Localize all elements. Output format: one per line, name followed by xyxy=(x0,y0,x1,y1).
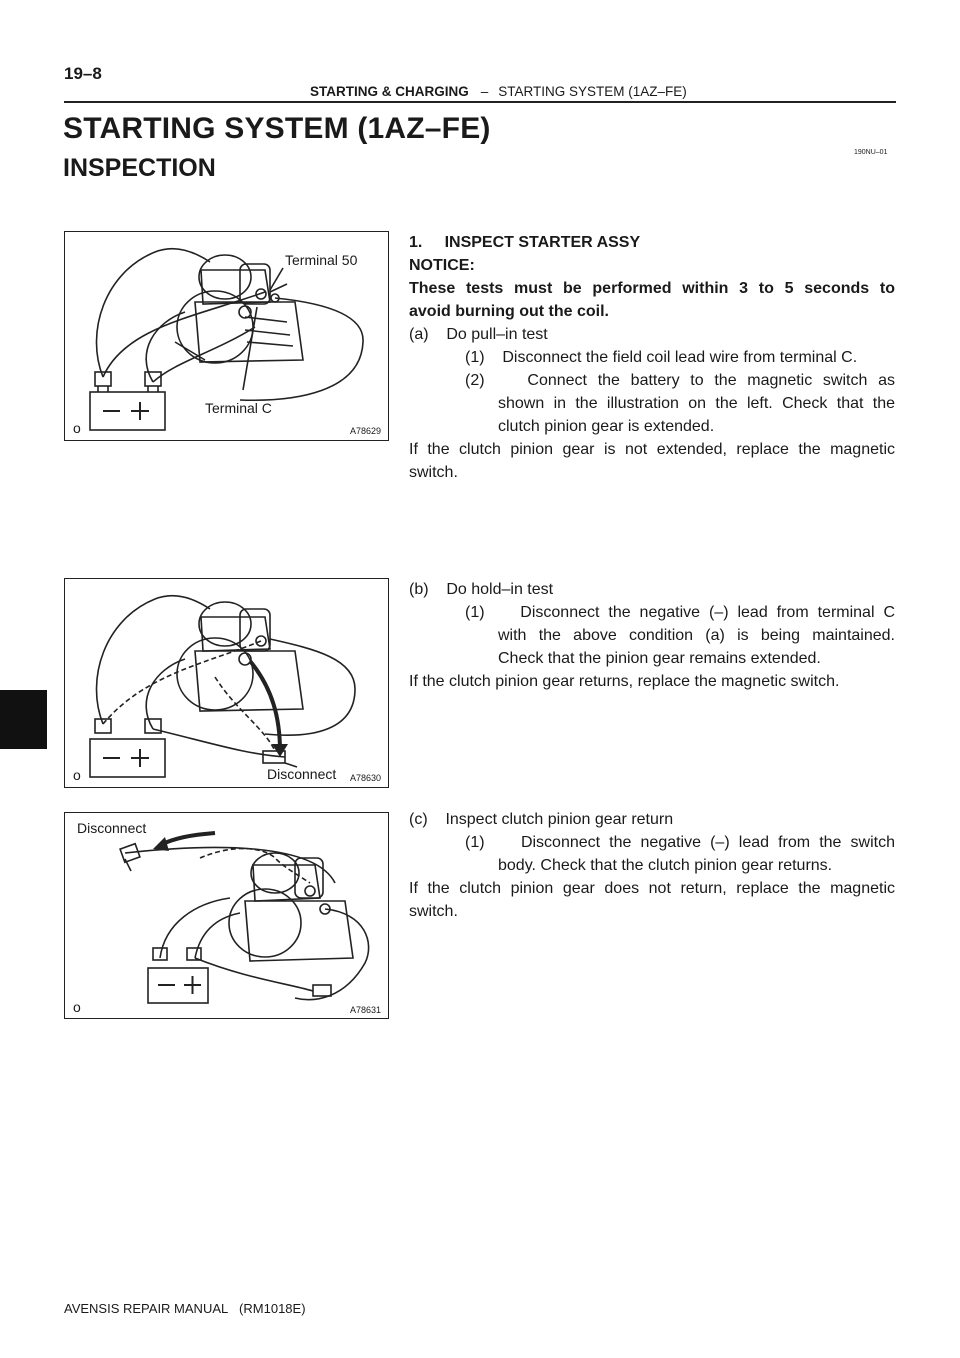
label-terminal-c: Terminal C xyxy=(205,400,272,416)
header-subsection: STARTING SYSTEM (1AZ–FE) xyxy=(498,84,687,99)
step-a-item-2-line-1: (2) Connect the battery to the magnetic switch as xyxy=(465,372,895,389)
figure-id: A78630 xyxy=(350,773,382,783)
step-c-item-1-line-2: body. Check that the clutch pinion gear returns. xyxy=(498,857,833,874)
label-terminal-50: Terminal 50 xyxy=(285,252,358,268)
figure-pull-in-test xyxy=(64,231,389,441)
notice-line-2: avoid burning out the coil. xyxy=(409,303,609,320)
figure-mark: o xyxy=(73,767,81,783)
page-number: 19–8 xyxy=(64,64,102,83)
step-a-item-2-line-2: shown in the illustration on the left. Check that the xyxy=(498,395,895,412)
header-rule xyxy=(64,101,896,103)
label-disconnect: Disconnect xyxy=(77,820,147,836)
figure-id: A78631 xyxy=(350,1005,382,1015)
section-subtitle: INSPECTION xyxy=(63,154,216,182)
figure-mark: o xyxy=(73,420,81,436)
section-side-tab xyxy=(0,690,47,749)
step-a-result-line-2: switch. xyxy=(409,464,458,481)
figure-id: A78629 xyxy=(350,426,382,436)
step-a-item-1: (1) Disconnect the field coil lead wire from terminal C. xyxy=(465,349,858,366)
figure-pinion-gear-return xyxy=(64,812,389,1019)
step-c-result-line-1: If the clutch pinion gear does not return, replace the magnetic xyxy=(409,880,895,897)
footer-manual-title: AVENSIS REPAIR MANUAL (RM1018E) xyxy=(64,1301,306,1316)
header-separator: – xyxy=(480,84,489,99)
notice-label: NOTICE: xyxy=(409,257,475,274)
document-id: 190NU–01 xyxy=(854,149,888,156)
step-b-heading: (b) Do hold–in test xyxy=(409,581,554,598)
step-a-heading: (a) Do pull–in test xyxy=(409,326,548,343)
figure-hold-in-test xyxy=(64,578,389,788)
figure-mark: o xyxy=(73,999,81,1015)
step-b-item-1-line-1: (1) Disconnect the negative (–) lead from terminal C xyxy=(465,604,895,621)
starter-wiring-illustration-3 xyxy=(65,813,390,1020)
step-c-heading: (c) Inspect clutch pinion gear return xyxy=(409,811,674,828)
step-c-item-1-line-1: (1) Disconnect the negative (–) lead from the switch xyxy=(465,834,895,851)
notice-line-1: These tests must be performed within 3 to 5 seconds to xyxy=(409,280,895,297)
step-c-result-line-2: switch. xyxy=(409,903,458,920)
step-b-result: If the clutch pinion gear returns, replace the magnetic switch. xyxy=(409,673,840,690)
step-a-result-line-1: If the clutch pinion gear is not extended, replace the magnetic xyxy=(409,441,895,458)
running-header xyxy=(310,84,687,99)
step-a-item-2-line-3: clutch pinion gear is extended. xyxy=(498,418,715,435)
step-b-item-1-line-2: with the above condition (a) is being maintained. xyxy=(498,627,895,644)
step-1-heading: 1. INSPECT STARTER ASSY xyxy=(409,234,641,251)
label-disconnect: Disconnect xyxy=(267,766,337,782)
header-section: STARTING & CHARGING xyxy=(310,84,469,99)
starter-wiring-illustration-2 xyxy=(65,579,390,789)
page-title: STARTING SYSTEM (1AZ–FE) xyxy=(63,112,491,145)
step-b-item-1-line-3: Check that the pinion gear remains extended. xyxy=(498,650,821,667)
